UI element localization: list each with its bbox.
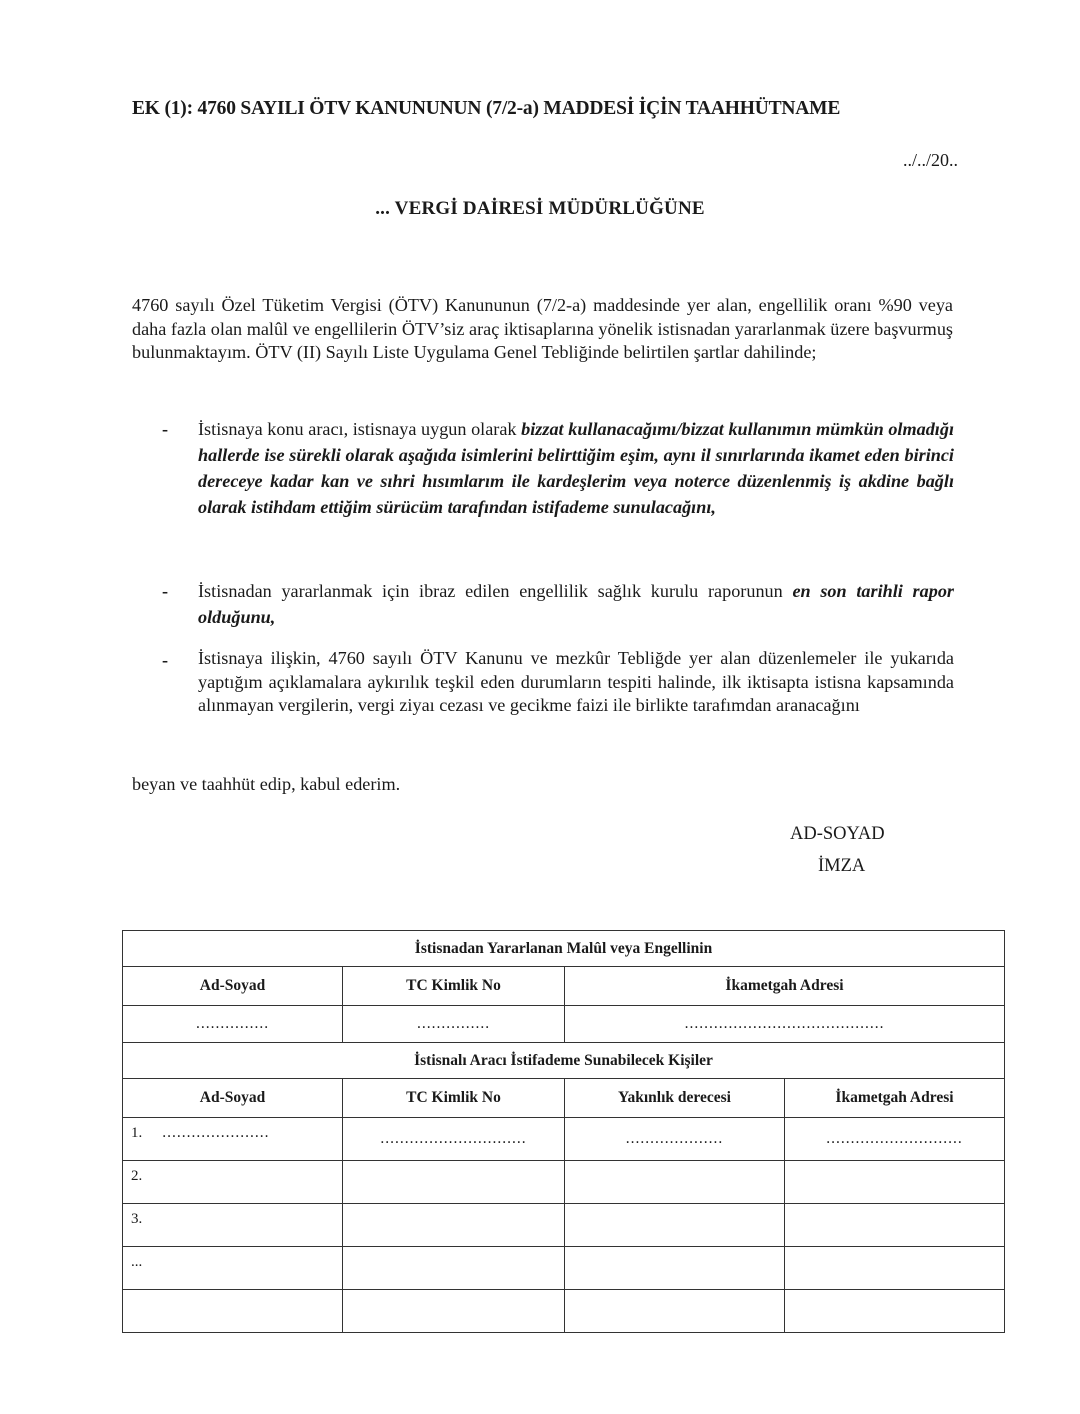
commitment-text: İstisnaya konu aracı, istisnaya uygun olarak — [198, 419, 522, 439]
commitment-text: İstisnaya ilişkin, 4760 sayılı ÖTV Kanunu ve mezkûr Tebliğde yer alan düzenlemeler ile yukarıda yaptığım açıklamalara aykırılık teşkil eden durumların tespiti halinde, ilk iktisapta istisna kapsamında alınmayan vergilerin, vergi ziyaı cezası ve gecikme faizi ile birlikte tarafımdan aranacağını — [198, 648, 954, 715]
signature-name-label: AD-SOYAD — [790, 824, 885, 844]
name-input[interactable] — [123, 1161, 343, 1204]
address-input[interactable] — [785, 1161, 1005, 1204]
commitment-emphasis: en son tarihli rapor olduğunu, — [198, 581, 954, 627]
address-input[interactable] — [785, 1290, 1005, 1333]
row-number: ... — [131, 1254, 143, 1270]
relation-input[interactable] — [565, 1161, 785, 1204]
col-header-relation: Yakınlık derecesi — [565, 1079, 785, 1118]
name-input[interactable]: ............... — [123, 1006, 343, 1043]
address-input[interactable]: ............................ — [785, 1118, 1005, 1161]
table-row — [123, 1118, 1005, 1161]
col-header-name: Ad-Soyad — [123, 1079, 343, 1118]
tc-no-input[interactable] — [343, 1204, 565, 1247]
commitment-item-3 — [162, 647, 954, 718]
beneficiary-form-table — [122, 930, 1005, 1333]
name-input[interactable] — [123, 1247, 343, 1290]
table-row — [123, 1247, 1005, 1290]
col-header-address: İkametgah Adresi — [565, 967, 1005, 1006]
col-header-tc-no: TC Kimlik No — [343, 1079, 565, 1118]
signature-sign-label: İMZA — [818, 856, 866, 876]
document-title: EK (1): 4760 SAYILI ÖTV KANUNUNUN (7/2-a) MADDESİ İÇİN TAAHHÜTNAME — [132, 98, 841, 119]
address-input[interactable] — [785, 1247, 1005, 1290]
section1-heading-row — [123, 931, 1005, 967]
name-input[interactable] — [123, 1290, 343, 1333]
relation-input[interactable] — [565, 1290, 785, 1333]
table-row — [123, 1290, 1005, 1333]
section2-heading-row — [123, 1043, 1005, 1079]
section2-heading: İstisnalı Aracı İstifademe Sunabilecek Kişiler — [123, 1043, 1005, 1079]
table-row — [123, 1204, 1005, 1247]
col-header-tc-no: TC Kimlik No — [343, 967, 565, 1006]
relation-input[interactable] — [565, 1204, 785, 1247]
relation-input[interactable] — [565, 1247, 785, 1290]
tc-no-input[interactable] — [343, 1290, 565, 1333]
col-header-address: İkametgah Adresi — [785, 1079, 1005, 1118]
address-input[interactable]: ......................................... — [565, 1006, 1005, 1043]
intro-paragraph: 4760 sayılı Özel Tüketim Vergisi (ÖTV) Kanununun (7/2-a) maddesinde yer alan, engellilik oranı %90 veya daha fazla olan malûl ve engellilerin ÖTV’siz araç iktisaplarına yönelik istisnadan yararlanmak üzere başvurmuş bulunmaktayım. ÖTV (II) Sayılı Liste Uygulama Genel Tebliğinde belirtilen şartlar dahilinde; — [132, 295, 953, 362]
commitment-item-1 — [162, 416, 954, 520]
section1-heading: İstisnadan Yararlanan Malûl veya Engellinin — [123, 931, 1005, 967]
tc-no-input[interactable]: .............................. — [343, 1118, 565, 1161]
addressee: ... VERGİ DAİRESİ MÜDÜRLÜĞÜNE — [375, 198, 705, 219]
table-row — [123, 1161, 1005, 1204]
commitment-emphasis: bizzat kullanacağımı/bizzat kullanımın mümkün olmadığı hallerde ise sürekli olarak aşağıda isimlerini belirttiğim eşim, aynı il sınırlarında ikamet eden birinci dereceye kadar kan ve sıhri hısımlarım ile kardeşlerim veya noterce düzenlenmiş iş akdine bağlı olarak istihdam ettiğim sürücüm tarafından istifademe sunulacağını, — [198, 419, 954, 517]
closing-statement: beyan ve taahhüt edip, kabul ederim. — [132, 774, 401, 794]
section2-header-row — [123, 1079, 1005, 1118]
col-header-name: Ad-Soyad — [123, 967, 343, 1006]
row-number: 3. — [131, 1211, 143, 1227]
name-input[interactable]: 1. ...................... — [123, 1118, 343, 1161]
tc-no-input[interactable] — [343, 1161, 565, 1204]
row-number: 1. — [131, 1125, 143, 1141]
commitment-text: İstisnadan yararlanmak için ibraz edilen engellilik sağlık kurulu raporunun — [198, 581, 793, 601]
section1-header-row — [123, 967, 1005, 1006]
address-input[interactable] — [785, 1204, 1005, 1247]
row-number: 2. — [131, 1168, 143, 1184]
bullet-dash: - — [162, 581, 169, 601]
relation-input[interactable]: .................... — [565, 1118, 785, 1161]
tc-no-input[interactable] — [343, 1247, 565, 1290]
bullet-dash: - — [162, 650, 169, 670]
tc-no-input[interactable]: ............... — [343, 1006, 565, 1043]
bullet-dash: - — [162, 419, 169, 439]
section1-entry-row — [123, 1006, 1005, 1043]
date-field: ../../20.. — [902, 150, 958, 170]
name-input[interactable] — [123, 1204, 343, 1247]
commitment-item-2 — [162, 578, 954, 630]
